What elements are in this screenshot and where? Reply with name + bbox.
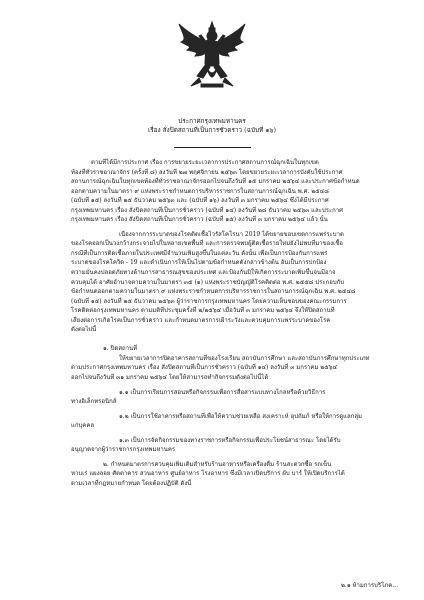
paragraph-line: กรณีที่เป็นการติดเชื้อภายในประเทศมีจำนวนเพิ่มสูงขึ้นในแต่ละวัน ดังนั้น เพื่อเป็นการป้องกันการแพร่ [71,249,328,257]
paragraph-line: กรุงเทพมหานคร เรื่อง สั่งปิดสถานที่เป็นการชั่วคราว (ฉบับที่ ๑๔) ลงวันที่ ๒๘ ธันวาคม ๒๕๖๓ และประกาศ [71,206,343,214]
paragraph-line: เนื่องจากการระบาดของโรคติดเชื้อไวรัสโคโรนา 2019 ได้ขยายขอบเขตการแพร่ระบาด [119,230,344,238]
section-heading: ๑. ปิดสถานที่ [103,345,138,353]
paragraph-line: ระบาดของโรคโควิด - 19 และดำเนินการให้เป็นไปตามข้อกำหนดดังกล่าวข้างต้น อันเป็นการปกป้อง [71,259,327,267]
paragraph-line: ตามที่ได้มีการประกาศ เรื่อง การขยายระยะเวลาการประกาศสถานการณ์ฉุกเฉินในทุกเขต [91,159,319,166]
paragraph-line: ตามเวลาที่กฎหมายกำหนด โดยต้องปฏิบัติ ดังนี้ [71,479,192,487]
paragraph-line: โรคติดต่อกรุงเทพมหานคร ตามมติที่ประชุมครั้งที่ ๒/๒๕๖๔ เมื่อวันที่ ๓ มกราคม ๒๕๖๔ จึงให้ปิดสถานที่ [71,307,335,315]
paragraph-line: ตามประกาศกรุงเทพมหานคร เรื่อง สั่งปิดสถานที่เป็นการชั่วคราว (ฉบับที่ ๑๔) ลงวันที่ ๓ มกราคม ๒๕๖๔ [71,364,338,372]
list-item-line: ทางอิเล็กทรอนิกส์ [71,398,117,406]
title-divider [174,147,251,148]
list-item-line: ๑.๓ เป็นการจัดกิจกรรมของทางราชการหรือกิจกรรมเพื่อประโยชน์สาธารณะ โดยได้รับ [119,436,341,444]
paragraph-line: ออกตามความในมาตรา ๙ แห่งพระราชกำหนดการบริหารราชการในสถานการณ์ฉุกเฉิน พ.ศ. ๒๕๔๘ [71,187,329,195]
section-heading: ๒. กำหนดมาตรการควบคุมเพิ่มเติมสำหรับร้านอาหารหรือเครื่องดื่ม ร้านสะดวกซื้อ รถเข็น [103,460,332,468]
list-item-line: ๑.๑ เป็นการเรียนการสอนหรือกิจกรรมเพื่อการสื่อสารแบบทางไกลหรือด้วยวิธีการ [119,388,326,396]
paragraph-line: ให้ขยายเวลาการปิดอาคารสถานที่ของโรงเรียน สถาบันการศึกษา และสถาบันการศึกษาทุกประเภท [119,354,370,362]
paragraph-line: ข้อกำหนดออกตามความในมาตรา ๙ แห่งพระราชกำหนดการบริหารราชการในสถานการณ์ฉุกเฉิน พ.ศ. ๒๕๔๘ [71,288,356,296]
notice-title: ประกาศกรุงเทพมหานคร [178,117,246,125]
list-item-line: อนุญาตจากผู้ว่าราชการกรุงเทพมหานคร [71,446,176,454]
paragraph-line: เสี่ยงต่อการเกิดโรคเป็นการชั่วคราว และกำหนดมาตรการเฝ้าระวังและควบคุมการแพร่ระบาดของโรค [71,316,331,324]
paragraph-line: (ฉบับที่ ๑๕) ลงวันที่ ๒๕ ธันวาคม ๒๕๖๓ ผู้ว่าราชการกรุงเทพมหานคร โดยความเห็นชอบของคณะกรรมการ [71,297,347,305]
paragraph-line: ท้องที่ทั่วราชอาณาจักร (ครั้งที่ ๘) ลงวันที่ ๒๗ พฤศจิกายน ๒๕๖๓ โดยขยายระยะเวลาการบังคับใช้ประกาศ [71,168,343,176]
paragraph-line: หาบเร่ แผงลอย ศัตตาคาร สวนอาหาร ศูนย์อาหาร โรงอาหาร ซึ่งมีเวลาเปิดบริการ ผับ บาร์ ให้เปิดบริการได้ [71,470,345,478]
list-item-line: ๑.๒ เป็นการใช้อาคารหรือสถานที่เพื่อให้ความช่วยเหลือ สงเคราะห์ อุปถัมภ์ หรือให้การดูแลกลุ่ม [119,412,362,420]
paragraph-line: ของโรคออกเป็นวงกว้างกระจายไปในหลายเขตพื้นที่ และการตรวจพบผู้ติดเชื้อรายใหม่ยังไม่พบที่มาของเชื้อ [71,240,343,248]
page-continuation: ๒.๑ ห้ามการบริโภค... [340,582,398,589]
paragraph-line: (ฉบับที่ ๑๕) ลงวันที่ ๒๕ ธันวาคม ๒๕๖๓ และ (ฉบับที่ ๑๖) ลงวันที่ ๓ มกราคม ๒๕๖๔ ซึ่งได้มีประกาศ [71,197,329,205]
paragraph-line: สถานการณ์ฉุกเฉินในทุกเขตท้องที่ทั่วราชอาณาจักรออกไปจนถึงวันที่ ๑๕ มกราคม ๒๕๖๔ และประกาศข้อกำหนด [71,178,360,186]
paragraph-line: ความมั่นคงปลอดภัยทางด้านการสาธารณสุขของประเทศ และป้องกันมิให้เกิดการระบาดเพิ่มขึ้นจนมีอาจ [71,269,336,277]
paragraph-line: กรุงเทพมหานคร เรื่อง สั่งปิดสถานที่เป็นการชั่วคราว (ฉบับที่ ๑๕) ลงวันที่ ๓ มกราคม ๒๕๖๔ แล้ว นั้น [71,216,328,224]
notice-subject: เรื่อง สั่งปิดสถานที่เป็นการชั่วคราว (ฉบับที่ ๑๖) [148,126,276,134]
document-body [71,158,401,488]
paragraph-line: ออกไปจนถึงวันที่ ๓๑ มกราคม ๒๕๖๔ โดยให้สามารถทำกิจกรรมดังต่อไปนี้ได้ [71,373,269,381]
garuda-emblem-icon [177,20,247,92]
list-item-line: แก่บุคคล [71,422,95,430]
paragraph-line: ควบคุมได้ อาศัยอำนาจตามความในมาตรา ๓๕ (๑) แห่งพระราชบัญญัติโรคติดต่อ พ.ศ. ๒๕๕๘ ประกอบกับ [71,278,345,286]
paragraph-line: ดังต่อไปนี้ [71,326,97,334]
